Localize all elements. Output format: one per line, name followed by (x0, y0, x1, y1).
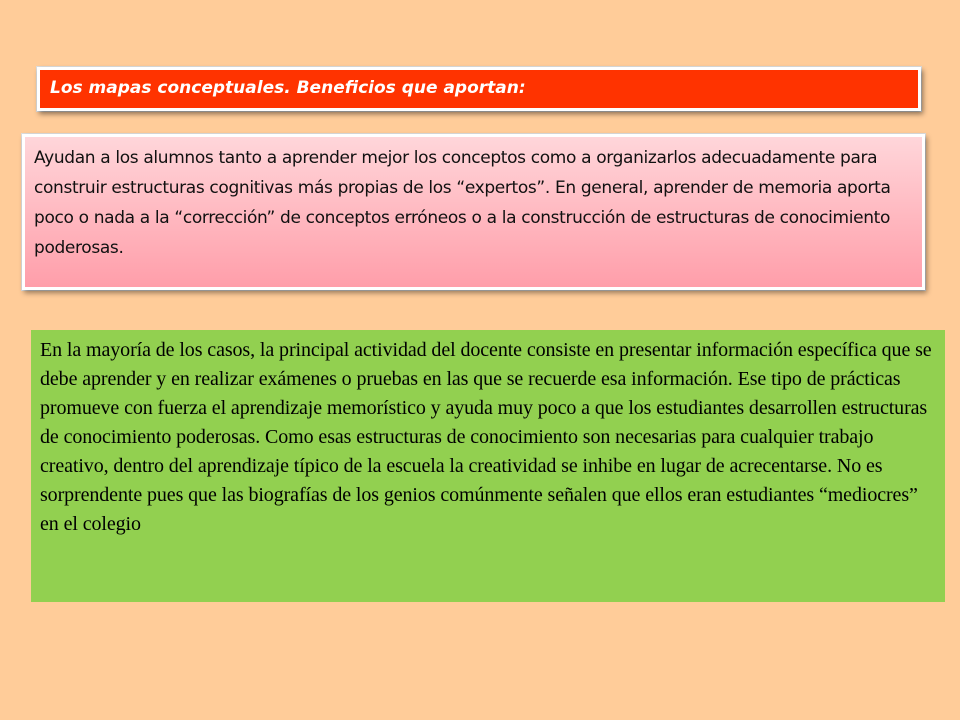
summary-paragraph: Ayudan a los alumnos tanto a aprender mejor los conceptos como a organizarlos adecuadamente para construir estructuras cognitivas más propias de los “expertos”. En general, aprender de memoria aporta poco o nada a la “corrección” de conceptos erróneos o a la construcción de estructuras de conocimiento poderosas. (34, 148, 891, 258)
slide-title: Los mapas conceptuales. Beneficios que aportan: (50, 78, 526, 98)
summary-box (22, 134, 925, 290)
body-paragraph: En la mayoría de los casos, la principal actividad del docente consiste en presentar información específica que se debe aprender y en realizar exámenes o pruebas en las que se recuerde esa información. Ese tipo de prácticas promueve con fuerza el aprendizaje memorístico y ayuda muy poco a que los estudiantes desarrollen estructuras de conocimiento poderosas. Como esas estructuras de conocimiento son necesarias para cualquier trabajo creativo, dentro del aprendizaje típico de la escuela la creatividad se inhibe en lugar de acrecentarse. No es sorprendente pues que las biografías de los genios comúnmente señalen que ellos eran estudiantes “mediocres” en el colegio (40, 339, 932, 535)
title-box (37, 67, 921, 111)
body-box (31, 330, 945, 602)
